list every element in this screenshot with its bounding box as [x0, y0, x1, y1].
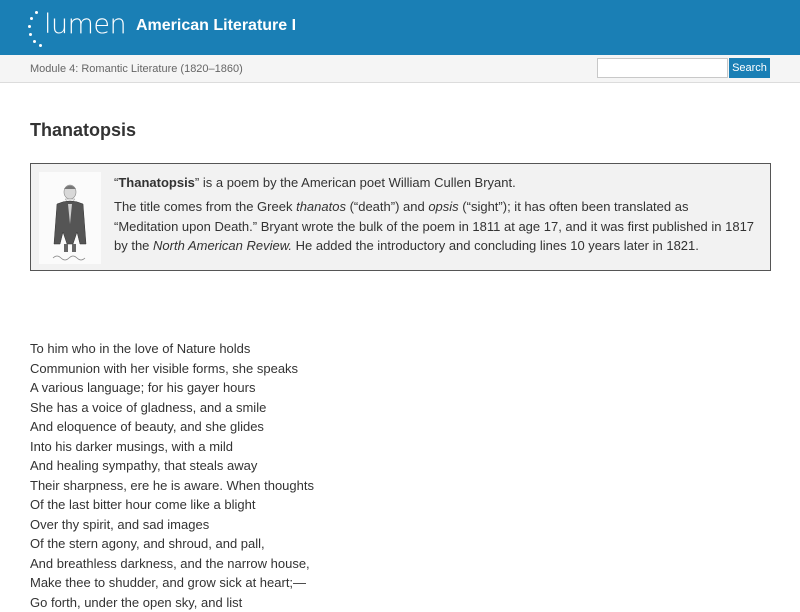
- poem-line: To him who in the love of Nature holds: [30, 339, 314, 359]
- poem-line: Make thee to shudder, and grow sick at heart;—: [30, 573, 314, 593]
- top-header-bar: [0, 0, 800, 55]
- poem-line: Their sharpness, ere he is aware. When thoughts: [30, 476, 314, 496]
- etymology-paragraph: The title comes from the Greek thanatos (“death”) and opsis (“sight”); it has often been translated as “Meditation upon Death.” Bryant wrote the bulk of the poem in 1811 at age 17, and it was first published in 1817 by the North American Review. He added the introductory and concluding lines 10 years later in 1821.: [114, 197, 756, 256]
- search-input[interactable]: [597, 58, 728, 78]
- intro-paragraph: “Thanatopsis” is a poem by the American poet William Cullen Bryant.: [114, 173, 756, 193]
- poem-line: Into his darker musings, with a mild: [30, 437, 314, 457]
- poem-line: Communion with her visible forms, she speaks: [30, 359, 314, 379]
- journal-name: North American Review.: [153, 238, 292, 253]
- poem-line: A various language; for his gayer hours: [30, 378, 314, 398]
- poem-line: And eloquence of beauty, and she glides: [30, 417, 314, 437]
- logo-dots-icon: [28, 9, 44, 47]
- breadcrumb[interactable]: Module 4: Romantic Literature (1820–1860): [30, 63, 243, 75]
- poem-line: And breathless darkness, and the narrow house,: [30, 554, 314, 574]
- page-title: Thanatopsis: [30, 120, 136, 141]
- breadcrumb-bar: [0, 55, 800, 83]
- poem-line: She has a voice of gladness, and a smile: [30, 398, 314, 418]
- poem-title-bold: Thanatopsis: [118, 175, 195, 190]
- poem-line: Of the stern agony, and shroud, and pall,: [30, 534, 314, 554]
- poem-line: Of the last bitter hour come like a blight: [30, 495, 314, 515]
- poem-text: [30, 339, 314, 612]
- bryant-portrait-image: [39, 172, 101, 264]
- poem-line: And healing sympathy, that steals away: [30, 456, 314, 476]
- search-button[interactable]: Search: [729, 58, 770, 78]
- logo-text: lumen: [44, 9, 126, 40]
- lumen-logo[interactable]: [28, 9, 108, 47]
- info-box: [30, 163, 771, 271]
- course-title[interactable]: American Literature I: [136, 17, 296, 35]
- poem-line: Go forth, under the open sky, and list: [30, 593, 314, 612]
- poem-line: Over thy spirit, and sad images: [30, 515, 314, 535]
